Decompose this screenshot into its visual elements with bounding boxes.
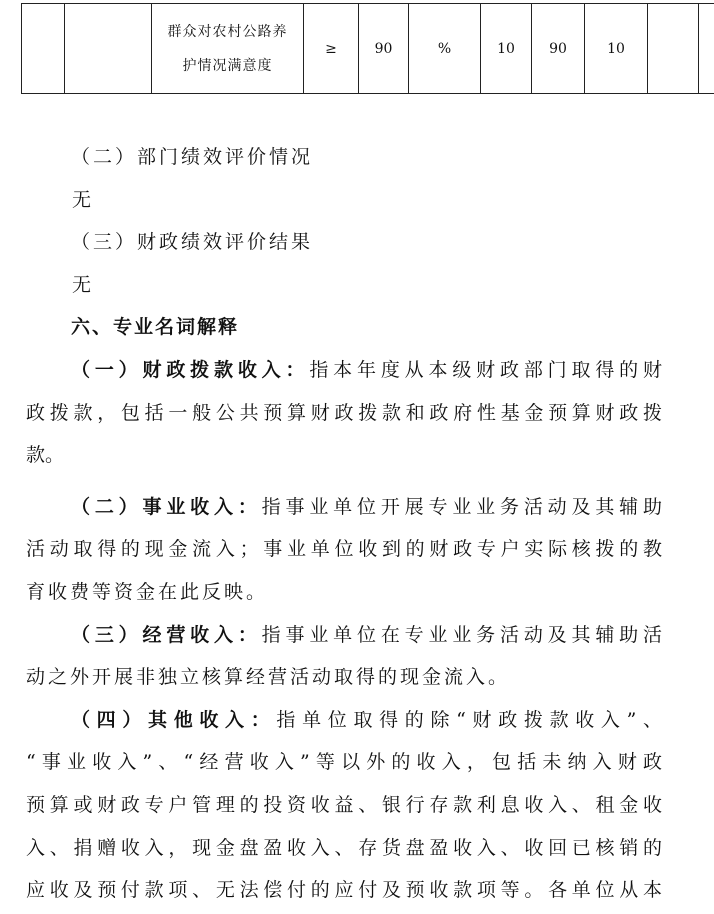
performance-table [21, 3, 714, 94]
term-text: 指本年度从本级财政部门取得的财 [309, 358, 662, 381]
term-paragraph-line: 活动取得的现金流入；事业单位收到的财政专户实际核拨的教 [26, 538, 662, 561]
term-paragraph-line: “事业收入”、“经营收入”等以外的收入，包括未纳入财政 [26, 751, 662, 774]
term-paragraph-line [26, 349, 662, 392]
section-heading-finance-evaluation: （三）财政绩效评价结果 [71, 231, 314, 254]
term-paragraph-line: 育收费等资金在此反映。 [26, 580, 269, 603]
term-paragraph-line: 应收及预付款项、无法偿付的应付及预收款项等。各单位从本 [26, 879, 662, 902]
term-paragraph-line: 动之外开展非独立核算经营活动取得的现金流入。 [26, 666, 511, 689]
table-row [22, 4, 714, 94]
term-paragraph-line: 款。 [26, 444, 65, 467]
section-body: 无 [72, 188, 92, 211]
indicator-cell [152, 4, 304, 94]
term-paragraph-line [26, 614, 662, 657]
term-paragraph-line [26, 486, 662, 529]
term-paragraph-line: 政拨款，包括一般公共预算财政拨款和政府性基金预算财政拨 [26, 401, 662, 424]
table-cell [65, 4, 152, 94]
term-label: （四）其他收入： [71, 708, 277, 731]
term-label: （三）经营收入： [71, 623, 262, 646]
section-body: 无 [72, 273, 92, 296]
section-heading-dept-evaluation: （二）部门绩效评价情况 [71, 146, 314, 168]
weight-cell: 10 [481, 4, 532, 94]
table-cell [699, 4, 714, 94]
term-label: （二）事业收入： [71, 495, 262, 518]
table-cell [22, 4, 65, 94]
term-paragraph-line [26, 699, 662, 742]
section-heading-glossary: 六、专业名词解释 [71, 316, 240, 339]
term-paragraph-line: 入、捐赠收入，现金盘盈收入、存货盘盈收入、收回已核销的 [26, 836, 662, 859]
term-label: （一）财政拨款收入： [71, 358, 310, 381]
term-text: 指事业单位在专业业务活动及其辅助活 [261, 623, 662, 646]
target-value-cell: 90 [359, 4, 409, 94]
term-text: 指单位取得的除“财政拨款收入”、 [276, 708, 662, 731]
document-body [26, 136, 662, 912]
table-cell [648, 4, 699, 94]
operator-cell: ≥ [304, 4, 359, 94]
term-paragraph-line: 预算或财政专户管理的投资收益、银行存款利息收入、租金收 [26, 793, 662, 816]
score-cell: 10 [585, 4, 648, 94]
unit-cell: % [409, 4, 481, 94]
term-text: 指事业单位开展专业业务活动及其辅助 [261, 495, 662, 518]
actual-value-cell: 90 [532, 4, 585, 94]
indicator-line: 群众对农村公路养 [167, 23, 288, 40]
indicator-line: 护情况满意度 [182, 57, 273, 74]
